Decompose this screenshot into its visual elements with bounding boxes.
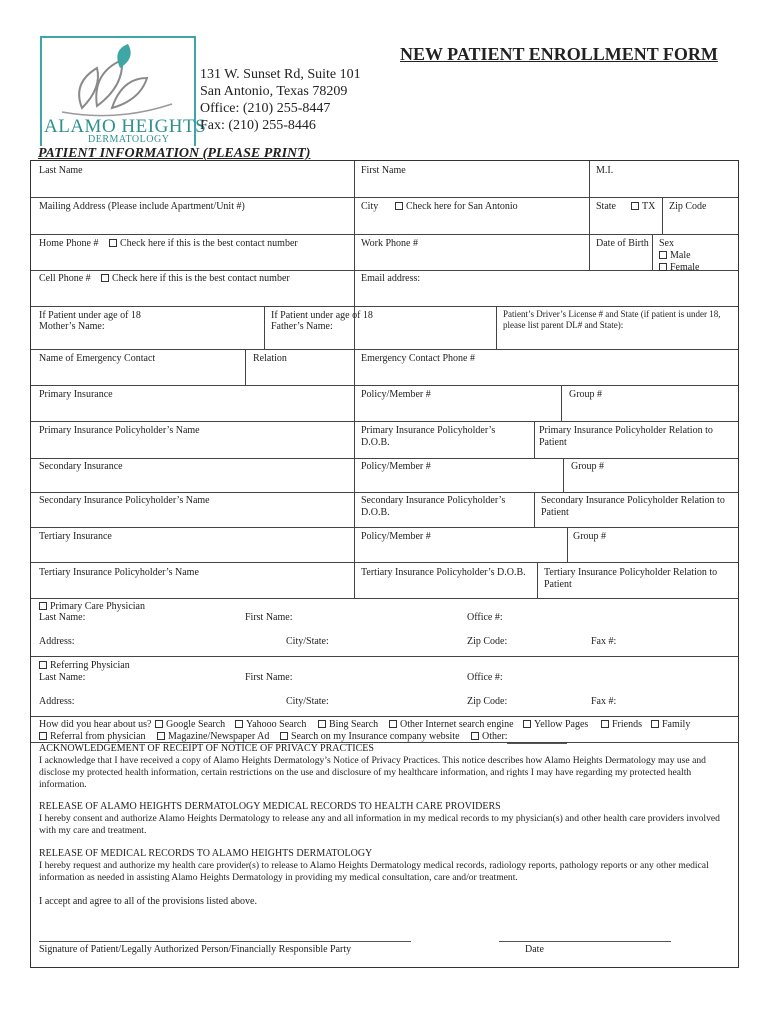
address-line2: San Antonio, Texas 78209 bbox=[200, 84, 348, 99]
ref-fax-label: Fax #: bbox=[591, 696, 617, 707]
other-checkbox[interactable]: Other: bbox=[471, 731, 508, 743]
father-name-label-2: Father’s Name: bbox=[271, 321, 333, 332]
best-cell-checkbox[interactable]: Check here if this is the best contact number bbox=[101, 273, 290, 285]
tertiary-dob-label: Tertiary Insurance Policyholder’s D.O.B. bbox=[361, 567, 526, 578]
tertiary-holder-label: Tertiary Insurance Policyholder’s Name bbox=[39, 567, 199, 578]
pcp-first-name-label: First Name: bbox=[245, 612, 293, 623]
checkbox-icon bbox=[659, 263, 667, 271]
checkbox-icon bbox=[651, 720, 659, 728]
office-phone: Office: (210) 255-8447 bbox=[200, 101, 331, 116]
last-name-label: Last Name bbox=[39, 165, 83, 176]
checkbox-icon bbox=[101, 274, 109, 282]
enrollment-form bbox=[30, 160, 739, 968]
pcp-fax-label: Fax #: bbox=[591, 636, 617, 647]
tertiary-relation-label-2: Patient bbox=[544, 579, 572, 590]
family-checkbox[interactable]: Family bbox=[651, 719, 690, 731]
zip-label: Zip Code bbox=[669, 201, 707, 212]
mi-label: M.I. bbox=[596, 165, 614, 176]
google-checkbox[interactable]: Google Search bbox=[155, 719, 225, 731]
secondary-holder-label: Secondary Insurance Policyholder’s Name bbox=[39, 495, 210, 506]
pcp-zip-label: Zip Code: bbox=[467, 636, 508, 647]
primary-insurance-label: Primary Insurance bbox=[39, 389, 113, 400]
emergency-phone-label: Emergency Contact Phone # bbox=[361, 353, 475, 364]
best-home-checkbox[interactable]: Check here if this is the best contact number bbox=[109, 238, 298, 250]
ack-text: I acknowledge that I have received a copy of Alamo Heights Dermatology’s Notice of Privacy Practices. This notice describes how Alamo Heights Dermatology may use and disclose my protected health information, certain restrictions on the use and disclosure of my healthcare information, and rights I may have regarding my protected health information. bbox=[39, 755, 706, 790]
ref-city-state-label: City/State: bbox=[286, 696, 329, 707]
pcp-checkbox[interactable]: Primary Care Physician bbox=[39, 601, 145, 613]
checkbox-icon bbox=[39, 661, 47, 669]
release1-title: RELEASE OF ALAMO HEIGHTS DERMATOLOGY MEDICAL RECORDS TO HEALTH CARE PROVIDERS bbox=[39, 801, 501, 812]
secondary-dob-label-2: D.O.B. bbox=[361, 507, 390, 518]
tertiary-insurance-label: Tertiary Insurance bbox=[39, 531, 112, 542]
father-name-label-1: If Patient under age of 18 bbox=[271, 310, 373, 321]
drivers-license-label-1: Patient’s Driver’s License # and State (if patient is under 18, bbox=[503, 309, 721, 319]
referral-physician-checkbox[interactable]: Referral from physician bbox=[39, 731, 146, 743]
magazine-checkbox[interactable]: Magazine/Newspaper Ad bbox=[157, 731, 269, 743]
tertiary-policy-label: Policy/Member # bbox=[361, 531, 431, 542]
other-input-line[interactable] bbox=[507, 743, 567, 744]
primary-policy-label: Policy/Member # bbox=[361, 389, 431, 400]
checkbox-icon bbox=[280, 732, 288, 740]
relation-label: Relation bbox=[253, 353, 287, 364]
primary-holder-label: Primary Insurance Policyholder’s Name bbox=[39, 425, 200, 436]
release1-text: I hereby consent and authorize Alamo Heights Dermatology to release any and all information in my medical records to my physician(s) and other health care providers involved with my care and treatment. bbox=[39, 813, 720, 836]
checkbox-icon bbox=[39, 602, 47, 610]
leaf-logo-icon bbox=[42, 38, 194, 118]
primary-dob-label-1: Primary Insurance Policyholder’s bbox=[361, 425, 496, 436]
pcp-address-label: Address: bbox=[39, 636, 75, 647]
sex-label: Sex bbox=[659, 238, 674, 249]
insurance-site-checkbox[interactable]: Search on my Insurance company website bbox=[280, 731, 460, 743]
yahoo-checkbox[interactable]: Yahooo Search bbox=[235, 719, 306, 731]
pcp-city-state-label: City/State: bbox=[286, 636, 329, 647]
address-line1: 131 W. Sunset Rd, Suite 101 bbox=[200, 67, 361, 82]
date-line[interactable] bbox=[499, 941, 671, 942]
checkbox-icon bbox=[109, 239, 117, 247]
checkbox-icon bbox=[157, 732, 165, 740]
emergency-contact-label: Name of Emergency Contact bbox=[39, 353, 156, 364]
referring-checkbox[interactable]: Referring Physician bbox=[39, 660, 130, 672]
checkbox-icon bbox=[235, 720, 243, 728]
first-name-label: First Name bbox=[361, 165, 406, 176]
primary-dob-label-2: D.O.B. bbox=[361, 437, 390, 448]
fax-number: Fax: (210) 255-8446 bbox=[200, 118, 316, 133]
checkbox-icon bbox=[155, 720, 163, 728]
primary-relation-label-2: Patient bbox=[539, 437, 567, 448]
signature-label: Signature of Patient/Legally Authorized Person/Financially Responsible Party bbox=[39, 944, 352, 955]
mother-name-label-1: If Patient under age of 18 bbox=[39, 310, 141, 321]
work-phone-label: Work Phone # bbox=[361, 238, 418, 249]
mailing-address-label: Mailing Address (Please include Apartment/Unit #) bbox=[39, 201, 245, 212]
release2-title: RELEASE OF MEDICAL RECORDS TO ALAMO HEIGHTS DERMATOLOGY bbox=[39, 848, 373, 859]
date-label: Date bbox=[525, 944, 544, 955]
logo-subtitle: DERMATOLOGY bbox=[88, 134, 170, 145]
ref-first-name-label: First Name: bbox=[245, 672, 293, 683]
secondary-policy-label: Policy/Member # bbox=[361, 461, 431, 472]
primary-relation-label-1: Primary Insurance Policyholder Relation to bbox=[539, 425, 713, 436]
yellow-pages-checkbox[interactable]: Yellow Pages bbox=[523, 719, 588, 731]
friends-checkbox[interactable]: Friends bbox=[601, 719, 642, 731]
male-checkbox[interactable]: Male bbox=[659, 250, 691, 262]
city-label: City bbox=[361, 201, 379, 212]
accept-statement: I accept and agree to all of the provisions listed above. bbox=[39, 896, 257, 907]
bing-checkbox[interactable]: Bing Search bbox=[318, 719, 378, 731]
pcp-last-name-label: Last Name: bbox=[39, 612, 86, 623]
checkbox-icon bbox=[523, 720, 531, 728]
drivers-license-label-2: please list parent DL# and State): bbox=[503, 320, 624, 330]
secondary-group-label: Group # bbox=[571, 461, 605, 472]
ref-address-label: Address: bbox=[39, 696, 75, 707]
ref-zip-label: Zip Code: bbox=[467, 696, 508, 707]
checkbox-icon bbox=[601, 720, 609, 728]
clinic-address bbox=[200, 66, 361, 134]
checkbox-icon bbox=[39, 732, 47, 740]
hear-about-us-question: How did you hear about us? bbox=[39, 719, 152, 730]
female-checkbox[interactable]: Female bbox=[659, 262, 699, 274]
san-antonio-checkbox[interactable]: Check here for San Antonio bbox=[395, 201, 518, 213]
ref-last-name-label: Last Name: bbox=[39, 672, 86, 683]
checkbox-icon bbox=[389, 720, 397, 728]
other-internet-checkbox[interactable]: Other Internet search engine bbox=[389, 719, 514, 731]
tertiary-group-label: Group # bbox=[573, 531, 607, 542]
email-label: Email address: bbox=[361, 273, 421, 284]
secondary-dob-label-1: Secondary Insurance Policyholder’s bbox=[361, 495, 506, 506]
tx-checkbox[interactable]: TX bbox=[631, 201, 655, 213]
logo-name: ALAMO HEIGHTS bbox=[44, 116, 207, 137]
ref-office-label: Office #: bbox=[467, 672, 503, 683]
secondary-relation-label-2: Patient bbox=[541, 507, 569, 518]
cell-phone-label: Cell Phone # bbox=[39, 273, 91, 284]
checkbox-icon bbox=[471, 732, 479, 740]
secondary-relation-label-1: Secondary Insurance Policyholder Relation to bbox=[541, 495, 725, 506]
home-phone-label: Home Phone # bbox=[39, 238, 99, 249]
checkbox-icon bbox=[631, 202, 639, 210]
checkbox-icon bbox=[318, 720, 326, 728]
form-title: NEW PATIENT ENROLLMENT FORM bbox=[400, 44, 718, 64]
tertiary-relation-label-1: Tertiary Insurance Policyholder Relation to bbox=[544, 567, 718, 578]
mother-name-label-2: Mother’s Name: bbox=[39, 321, 105, 332]
checkbox-icon bbox=[395, 202, 403, 210]
release2-text: I hereby request and authorize my health care provider(s) to release to Alamo Heights Dermatology medical records, radiology reports, pathology reports or any other medical information as needed in assisting Alamo Heights Dermatology in providing my medical consultation, care and/or treatment. bbox=[39, 860, 709, 883]
ack-title: ACKNOWLEDGEMENT OF RECEIPT OF NOTICE OF PRIVACY PRACTICES bbox=[39, 743, 374, 754]
secondary-insurance-label: Secondary Insurance bbox=[39, 461, 123, 472]
section-title: PATIENT INFORMATION (PLEASE PRINT) bbox=[38, 146, 311, 161]
signature-line[interactable] bbox=[39, 941, 411, 942]
checkbox-icon bbox=[659, 251, 667, 259]
state-label: State bbox=[596, 201, 616, 212]
primary-group-label: Group # bbox=[569, 389, 603, 400]
pcp-office-label: Office #: bbox=[467, 612, 503, 623]
dob-label: Date of Birth bbox=[596, 238, 649, 249]
